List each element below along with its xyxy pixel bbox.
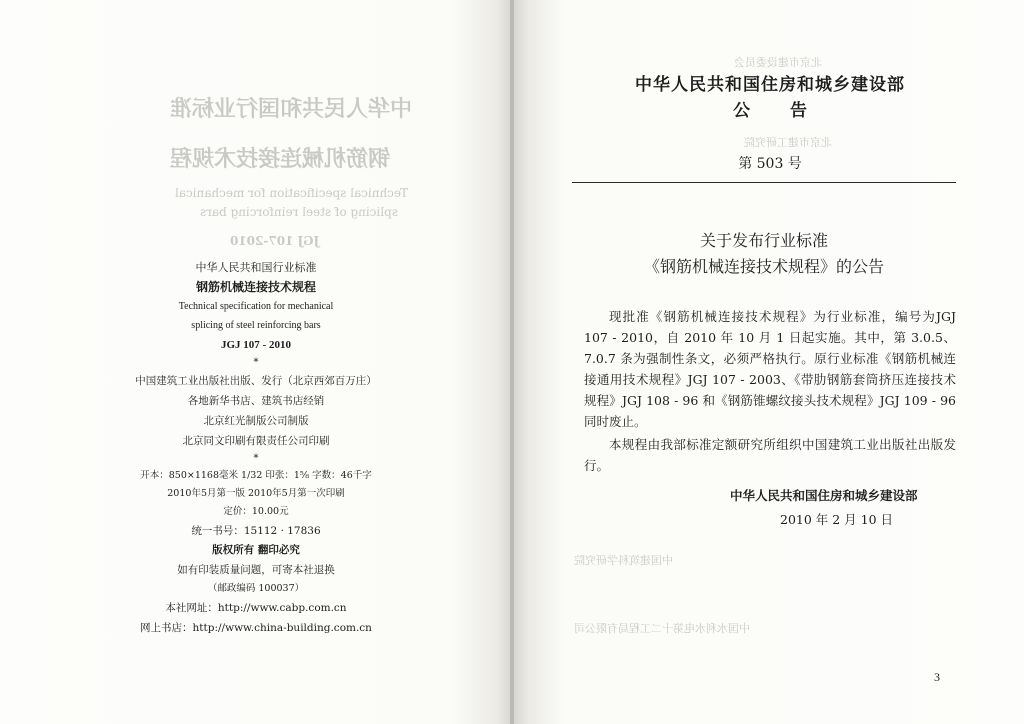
bleed-through-ghost-text: 钢筋机械连接技术规程 — [170, 146, 391, 172]
website-line: 本社网址：http://www.cabp.com.cn — [165, 602, 347, 614]
bleed-through-ghost-text: 中华人民共和国行业标准 — [170, 96, 413, 122]
copyright-line: 版权所有 翻印必究 — [212, 544, 300, 556]
bleed-through-ghost-text: 北京市建设委员会 — [734, 56, 822, 69]
subtitle-line2: 《钢筋机械连接技术规程》的公告 — [643, 257, 884, 276]
announcement-subtitle — [572, 228, 956, 280]
typesetting-line: 北京红光制版公司制版 — [203, 415, 309, 427]
bleed-through-ghost-text: splicing of steel reinforcing bars — [200, 205, 398, 219]
signature: 中华人民共和国住房和城乡建设部 — [730, 488, 918, 503]
bleed-through-ghost-text: Technical specification for mechanical — [175, 186, 409, 200]
standard-code: JGJ 107 - 2010 — [221, 339, 291, 351]
format-line: 开本：850×1168毫米 1/32 印张：1⅝ 字数：46千字 — [140, 470, 372, 481]
publisher-line: 中国建筑工业出版社出版、发行（北京西郊百万庄） — [135, 375, 377, 387]
separator-star: * — [253, 453, 259, 464]
distribution-line: 各地新华书店、建筑书店经销 — [187, 395, 325, 407]
colophon — [0, 258, 512, 638]
ministry-title: 中华人民共和国住房和城乡建设部 — [635, 75, 905, 95]
book-title-en-line2: splicing of steel reinforcing bars — [191, 320, 321, 331]
book-title-en-line1: Technical specification for mechanical — [178, 301, 334, 312]
bleed-through-ghost-text: JGJ 107-2010 — [230, 234, 320, 248]
bleed-through-ghost-text: 北京市建工研究院 — [744, 136, 832, 149]
signature-date: 2010 年 2 月 10 日 — [780, 512, 894, 527]
subtitle-line1: 关于发布行业标准 — [699, 231, 828, 250]
notice-number: 第 503 号 — [738, 156, 802, 172]
separator-star: * — [253, 357, 259, 368]
printing-line: 北京同文印刷有限责任公司印刷 — [182, 435, 330, 447]
page-number: 3 — [934, 670, 940, 684]
bookstore-line: 网上书店：http://www.china-building.com.cn — [140, 622, 372, 634]
postcode-line: （邮政编码 100037） — [207, 583, 305, 594]
book-title-cn: 钢筋机械连接技术规程 — [195, 280, 316, 294]
body-paragraph-2: 本规程由我部标准定额研究所组织中国建筑工业出版社出版发行。 — [584, 437, 956, 473]
bleed-through-ghost-text: 中国建筑科学研究院 — [574, 554, 673, 567]
edition-line: 2010年5月第一版 2010年5月第一次印刷 — [167, 488, 345, 499]
announcement-body — [584, 306, 956, 476]
book-number-line: 统一书号：15112 · 17836 — [191, 525, 321, 537]
announcement-header — [580, 72, 960, 124]
price-line: 定价：10.00元 — [223, 506, 289, 517]
body-paragraph-1: 现批准《钢筋机械连接技术规程》为行业标准，编号为JGJ 107 - 2010，自 2010 年 10 月 1 日起实施。其中，第 3.0.5、7.0.7 条为强制性条文，必须严格执行。原行业标准《钢筋机械连接通用技术规程》JGJ 107 - 2003、《带肋钢筋套筒挤压连接技术规程》JGJ 108 - 96 和《钢筋锥螺纹接头技术规程》JGJ 109 - 96 同时废止。 — [584, 309, 956, 429]
bleed-through-ghost-text: 中国水利水电第十二工程局有限公司 — [574, 622, 750, 635]
notice-label: 公告 — [733, 101, 847, 121]
standard-category: 中华人民共和国行业标准 — [195, 261, 317, 274]
header-divider — [572, 182, 956, 183]
quality-notice-line: 如有印装质量问题，可寄本社退换 — [177, 564, 335, 576]
